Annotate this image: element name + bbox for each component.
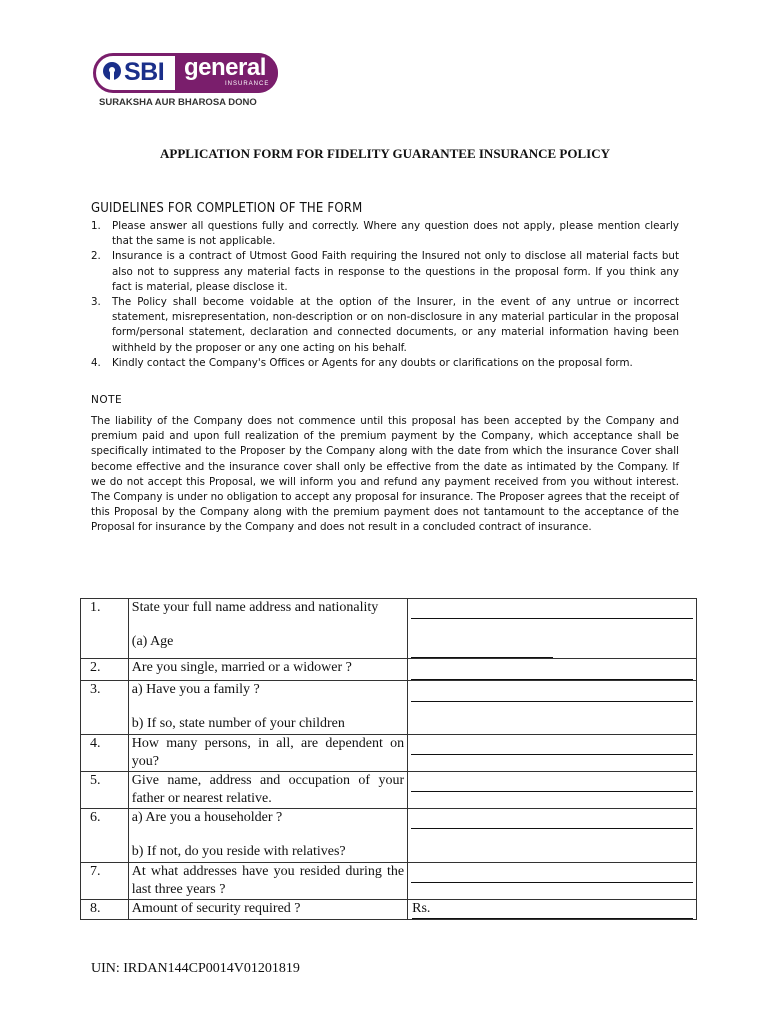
question-cell <box>128 681 407 735</box>
table-row <box>81 863 697 900</box>
questions-table <box>80 598 697 920</box>
answer-cell[interactable] <box>408 599 697 659</box>
guideline-text: Please answer all questions fully and correctly. Where any question does not apply, please mention clearly that the same is not applicable. <box>112 220 679 248</box>
answer-line[interactable] <box>411 790 693 792</box>
question-number: 2. <box>81 659 129 681</box>
question-text: At what addresses have you resided during the last three years ? <box>128 863 407 900</box>
question-number: 5. <box>81 772 129 809</box>
guideline-text: The Policy shall become voidable at the option of the Insurer, in the event of any untrue or incorrect statement, misrepresentation, non-description or on non-disclosure in any material particular in the proposal form/personal statement, declaration and connected documents, or any material information having been withheld by the proposer or any one acting on his behalf. <box>112 296 679 354</box>
sbi-keyhole-icon <box>103 62 121 80</box>
question-number: 1. <box>81 599 129 659</box>
answer-line[interactable] <box>411 827 693 829</box>
answer-line[interactable] <box>411 881 693 883</box>
answer-cell-amount[interactable] <box>408 900 697 920</box>
question-text: a) Are you a householder ? <box>131 810 283 825</box>
answer-cell[interactable] <box>408 659 697 681</box>
question-subtext: b) If so, state number of your children <box>131 716 345 731</box>
question-number: 3. <box>81 681 129 735</box>
question-number: 6. <box>81 809 129 863</box>
question-subtext: (a) Age <box>131 634 174 649</box>
table-row <box>81 659 697 681</box>
guideline-number: 4. <box>91 356 101 369</box>
guideline-number: 3. <box>91 296 101 309</box>
logo-brand: SBI <box>124 58 165 86</box>
question-text: How many persons, in all, are dependent on you? <box>128 735 407 772</box>
table-row <box>81 599 697 659</box>
question-text: a) Have you a family ? <box>131 682 260 697</box>
currency-prefix: Rs. <box>412 901 431 916</box>
guideline-item <box>91 295 679 356</box>
question-text: Amount of security required ? <box>128 900 407 920</box>
answer-cell[interactable] <box>408 772 697 809</box>
question-cell <box>128 599 407 659</box>
table-row <box>81 735 697 772</box>
question-number: 7. <box>81 863 129 900</box>
guideline-text: Insurance is a contract of Utmost Good Faith requiring the Insured not only to disclose all material facts but also not to suppress any material facts in response to the questions in the proposal form. If you think any fact is material, please disclose it. <box>112 250 679 293</box>
question-number: 4. <box>81 735 129 772</box>
sbi-general-logo <box>93 53 283 113</box>
question-cell <box>128 809 407 863</box>
answer-line-amount[interactable] <box>412 918 693 919</box>
answer-line[interactable] <box>411 700 693 702</box>
table-row <box>81 681 697 735</box>
guidelines-list <box>91 219 679 371</box>
note-text: The liability of the Company does not commence until this proposal has been accepted by the Company and premium paid and upon full realization of the premium payment by the Company, which acceptance shall be specifically intimated to the Proposer by the Company along with the date from which the insurance Cover shall become effective and the insurance cover shall only be effective from the date as intimated by the Company. If we do not accept this Proposal, we will inform you and refund any payment received from you without interest. The Company is under no obligation to accept any proposal for insurance. The Proposer agrees that the receipt of this Proposal by the Company along with the premium payment does not tantamount to the acceptance of the Proposal for insurance by the Company and does not result in a concluded contract of insurance. <box>91 415 679 534</box>
table-row <box>81 772 697 809</box>
form-title: APPLICATION FORM FOR FIDELITY GUARANTEE INSURANCE POLICY <box>160 146 610 161</box>
table-row <box>81 809 697 863</box>
guideline-number: 1. <box>91 220 101 232</box>
guideline-number: 2. <box>91 250 101 263</box>
guideline-item <box>91 249 679 295</box>
guideline-text: Kindly contact the Company's Offices or Agents for any doubts or clarifications on the proposal form. <box>112 356 633 369</box>
logo-product: general <box>184 54 266 81</box>
logo-insurance: INSURANCE <box>225 81 270 87</box>
question-subtext: b) If not, do you reside with relatives? <box>131 844 346 859</box>
answer-cell[interactable] <box>408 863 697 900</box>
answer-cell[interactable] <box>408 809 697 863</box>
answer-line-name[interactable] <box>411 617 693 619</box>
question-text: Give name, address and occupation of your father or nearest relative. <box>128 772 407 809</box>
answer-line[interactable] <box>411 753 693 755</box>
question-text: State your full name address and nationality <box>131 600 379 615</box>
answer-cell[interactable] <box>408 735 697 772</box>
answer-cell[interactable] <box>408 681 697 735</box>
note-heading: NOTE <box>91 394 123 406</box>
guidelines-heading: GUIDELINES FOR COMPLETION OF THE FORM <box>91 201 363 216</box>
guideline-item <box>91 356 679 371</box>
question-text: Are you single, married or a widower ? <box>128 659 407 681</box>
uin-code: UIN: IRDAN144CP0014V01201819 <box>91 961 300 976</box>
table-row <box>81 900 697 920</box>
question-number: 8. <box>81 900 129 920</box>
logo-tagline: SURAKSHA AUR BHAROSA DONO <box>99 97 257 108</box>
guideline-item <box>91 219 679 249</box>
